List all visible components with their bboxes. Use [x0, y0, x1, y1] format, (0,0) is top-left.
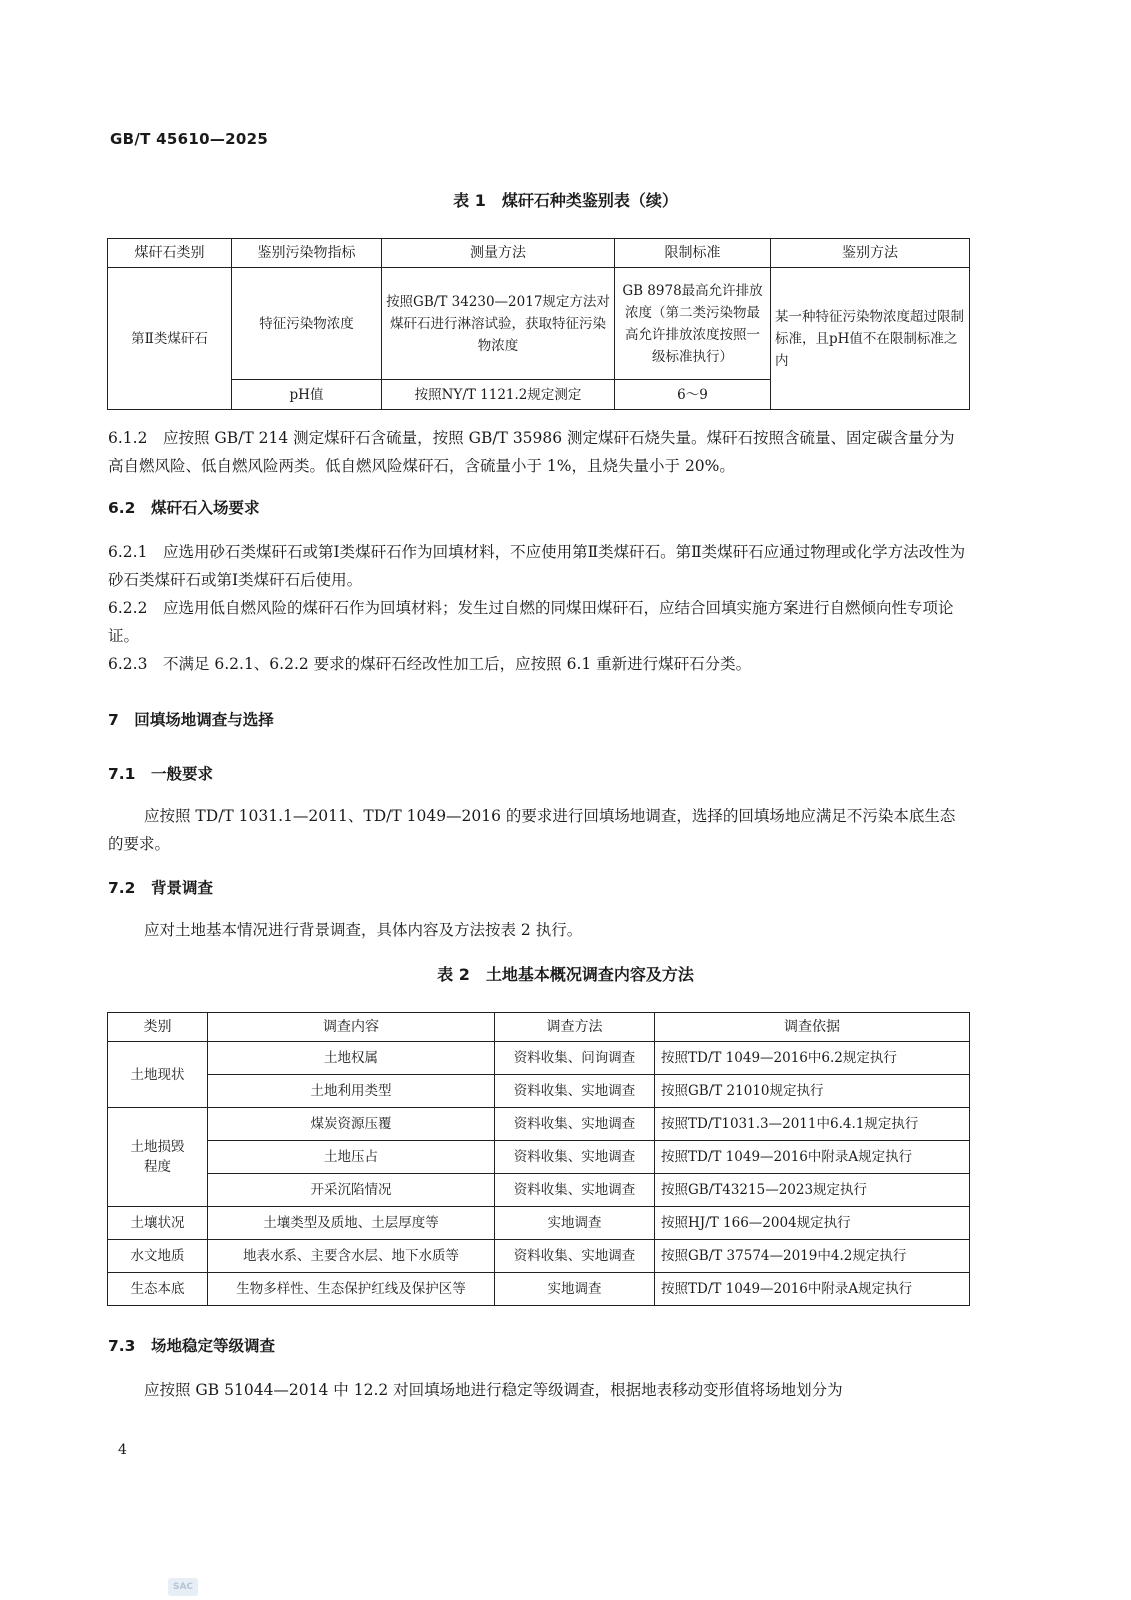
table-row — [108, 1042, 970, 1075]
table1-limit-cell: 6～9 — [615, 380, 771, 410]
table2-basis-cell: 按照TD/T 1049—2016中附录A规定执行 — [655, 1141, 970, 1174]
clause-6-2-2: 6.2.2 应选用低自燃风险的煤矸石作为回填材料；发生过自燃的同煤田煤矸石，应结合回填实施方案进行自燃倾向性专项论证。 — [108, 599, 954, 645]
clause-6-2-1: 6.2.1 应选用砂石类煤矸石或第Ⅰ类煤矸石作为回填材料，不应使用第Ⅱ类煤矸石。第Ⅱ类煤矸石应通过物理或化学方法改性为砂石类煤矸石或第Ⅰ类煤矸石后使用。 — [108, 543, 966, 589]
clause-6-1-2: 6.1.2 应按照 GB/T 214 测定煤矸石含硫量，按照 GB/T 35986 测定煤矸石烧失量。煤矸石按照含硫量、固定碳含量分为高自燃风险、低自燃风险两类。低自燃风险煤矸石，含硫量小于 1%，且烧失量小于 20%。 — [108, 429, 955, 475]
table2-method-cell: 实地调查 — [495, 1273, 655, 1306]
table2-basis-cell: 按照GB/T 37574—2019中4.2规定执行 — [655, 1240, 970, 1273]
table2-basis-cell: 按照TD/T1031.3—2011中6.4.1规定执行 — [655, 1108, 970, 1141]
table1-col-category: 煤矸石类别 — [108, 239, 232, 268]
table2-basis-cell: 按照GB/T43215—2023规定执行 — [655, 1174, 970, 1207]
sac-logo-icon: SAC — [168, 1578, 198, 1596]
table-row — [108, 1240, 970, 1273]
table-row — [108, 1108, 970, 1141]
table-row — [108, 1174, 970, 1207]
table1-identification-cell: 某一种特征污染物浓度超过限制标准，且pH值不在限制标准之内 — [771, 268, 970, 410]
table2-basis-cell: 按照TD/T 1049—2016中附录A规定执行 — [655, 1273, 970, 1306]
table-row — [108, 1273, 970, 1306]
table2-caption: 表 2 土地基本概况调查内容及方法 — [437, 965, 694, 984]
heading-7-1: 7.1 一般要求 — [108, 765, 213, 783]
table2-category-cell: 水文地质 — [108, 1240, 208, 1273]
table2-category-cell: 生态本底 — [108, 1273, 208, 1306]
table2-category-cell: 土壤状况 — [108, 1207, 208, 1240]
table2-method-cell: 资料收集、实地调查 — [495, 1240, 655, 1273]
table1-method-cell: 按照GB/T 34230—2017规定方法对煤矸石进行淋溶试验，获取特征污染物浓度 — [382, 268, 615, 380]
table1 — [107, 238, 970, 410]
table2-method-cell: 资料收集、实地调查 — [495, 1141, 655, 1174]
heading-6-2: 6.2 煤矸石入场要求 — [108, 499, 260, 517]
table2-method-cell: 资料收集、问询调查 — [495, 1042, 655, 1075]
table1-header-row — [108, 239, 970, 268]
table2-col-content: 调查内容 — [208, 1013, 495, 1042]
table2-category-cell: 土地损毁程度 — [108, 1108, 208, 1207]
table1-indicator-cell: pH值 — [232, 380, 382, 410]
standard-number: GB/T 45610—2025 — [110, 130, 269, 148]
table2 — [107, 1012, 970, 1306]
heading-7-2: 7.2 背景调查 — [108, 879, 213, 897]
table1-col-limit: 限制标准 — [615, 239, 771, 268]
table2-basis-cell: 按照HJ/T 166—2004规定执行 — [655, 1207, 970, 1240]
heading-7-3: 7.3 场地稳定等级调查 — [108, 1337, 275, 1355]
table2-method-cell: 实地调查 — [495, 1207, 655, 1240]
paragraph-7-3: 应按照 GB 51044—2014 中 12.2 对回填场地进行稳定等级调查，根据地表移动变形值将场地划分为 — [144, 1381, 843, 1399]
paragraph-7-2: 应对土地基本情况进行背景调查，具体内容及方法按表 2 执行。 — [144, 921, 583, 939]
table1-indicator-cell: 特征污染物浓度 — [232, 268, 382, 380]
table2-col-method: 调查方法 — [495, 1013, 655, 1042]
table2-content-cell: 土地利用类型 — [208, 1075, 495, 1108]
table2-content-cell: 煤炭资源压覆 — [208, 1108, 495, 1141]
table-row — [108, 1075, 970, 1108]
table2-basis-cell: 按照GB/T 21010规定执行 — [655, 1075, 970, 1108]
table2-content-cell: 土地压占 — [208, 1141, 495, 1174]
table-row — [108, 268, 970, 380]
clause-6-2-3: 6.2.3 不满足 6.2.1、6.2.2 要求的煤矸石经改性加工后，应按照 6.1 重新进行煤矸石分类。 — [108, 655, 752, 673]
table2-basis-cell: 按照TD/T 1049—2016中6.2规定执行 — [655, 1042, 970, 1075]
table2-col-basis: 调查依据 — [655, 1013, 970, 1042]
table2-method-cell: 资料收集、实地调查 — [495, 1174, 655, 1207]
page-number: 4 — [118, 1442, 127, 1458]
table1-method-cell: 按照NY/T 1121.2规定测定 — [382, 380, 615, 410]
table2-content-cell: 开采沉陷情况 — [208, 1174, 495, 1207]
table2-col-category: 类别 — [108, 1013, 208, 1042]
heading-7: 7 回填场地调查与选择 — [108, 711, 274, 729]
table-row — [108, 1207, 970, 1240]
table1-category-cell: 第Ⅱ类煤矸石 — [108, 268, 232, 410]
table2-method-cell: 资料收集、实地调查 — [495, 1075, 655, 1108]
table2-content-cell: 土壤类型及质地、土层厚度等 — [208, 1207, 495, 1240]
table1-limit-cell: GB 8978最高允许排放浓度（第二类污染物最高允许排放浓度按照一级标准执行） — [615, 268, 771, 380]
table1-col-indicator: 鉴别污染物指标 — [232, 239, 382, 268]
table2-header-row — [108, 1013, 970, 1042]
table2-content-cell: 地表水系、主要含水层、地下水质等 — [208, 1240, 495, 1273]
table2-category-cell: 土地现状 — [108, 1042, 208, 1108]
table1-col-identification: 鉴别方法 — [771, 239, 970, 268]
table-row — [108, 1141, 970, 1174]
table2-content-cell: 生物多样性、生态保护红线及保护区等 — [208, 1273, 495, 1306]
table1-col-method: 测量方法 — [382, 239, 615, 268]
paragraph-7-1: 应按照 TD/T 1031.1—2011、TD/T 1049—2016 的要求进行回填场地调查，选择的回填场地应满足不污染本底生态的要求。 — [108, 807, 956, 853]
table2-method-cell: 资料收集、实地调查 — [495, 1108, 655, 1141]
table2-content-cell: 土地权属 — [208, 1042, 495, 1075]
table1-caption: 表 1 煤矸石种类鉴别表（续） — [453, 191, 678, 210]
